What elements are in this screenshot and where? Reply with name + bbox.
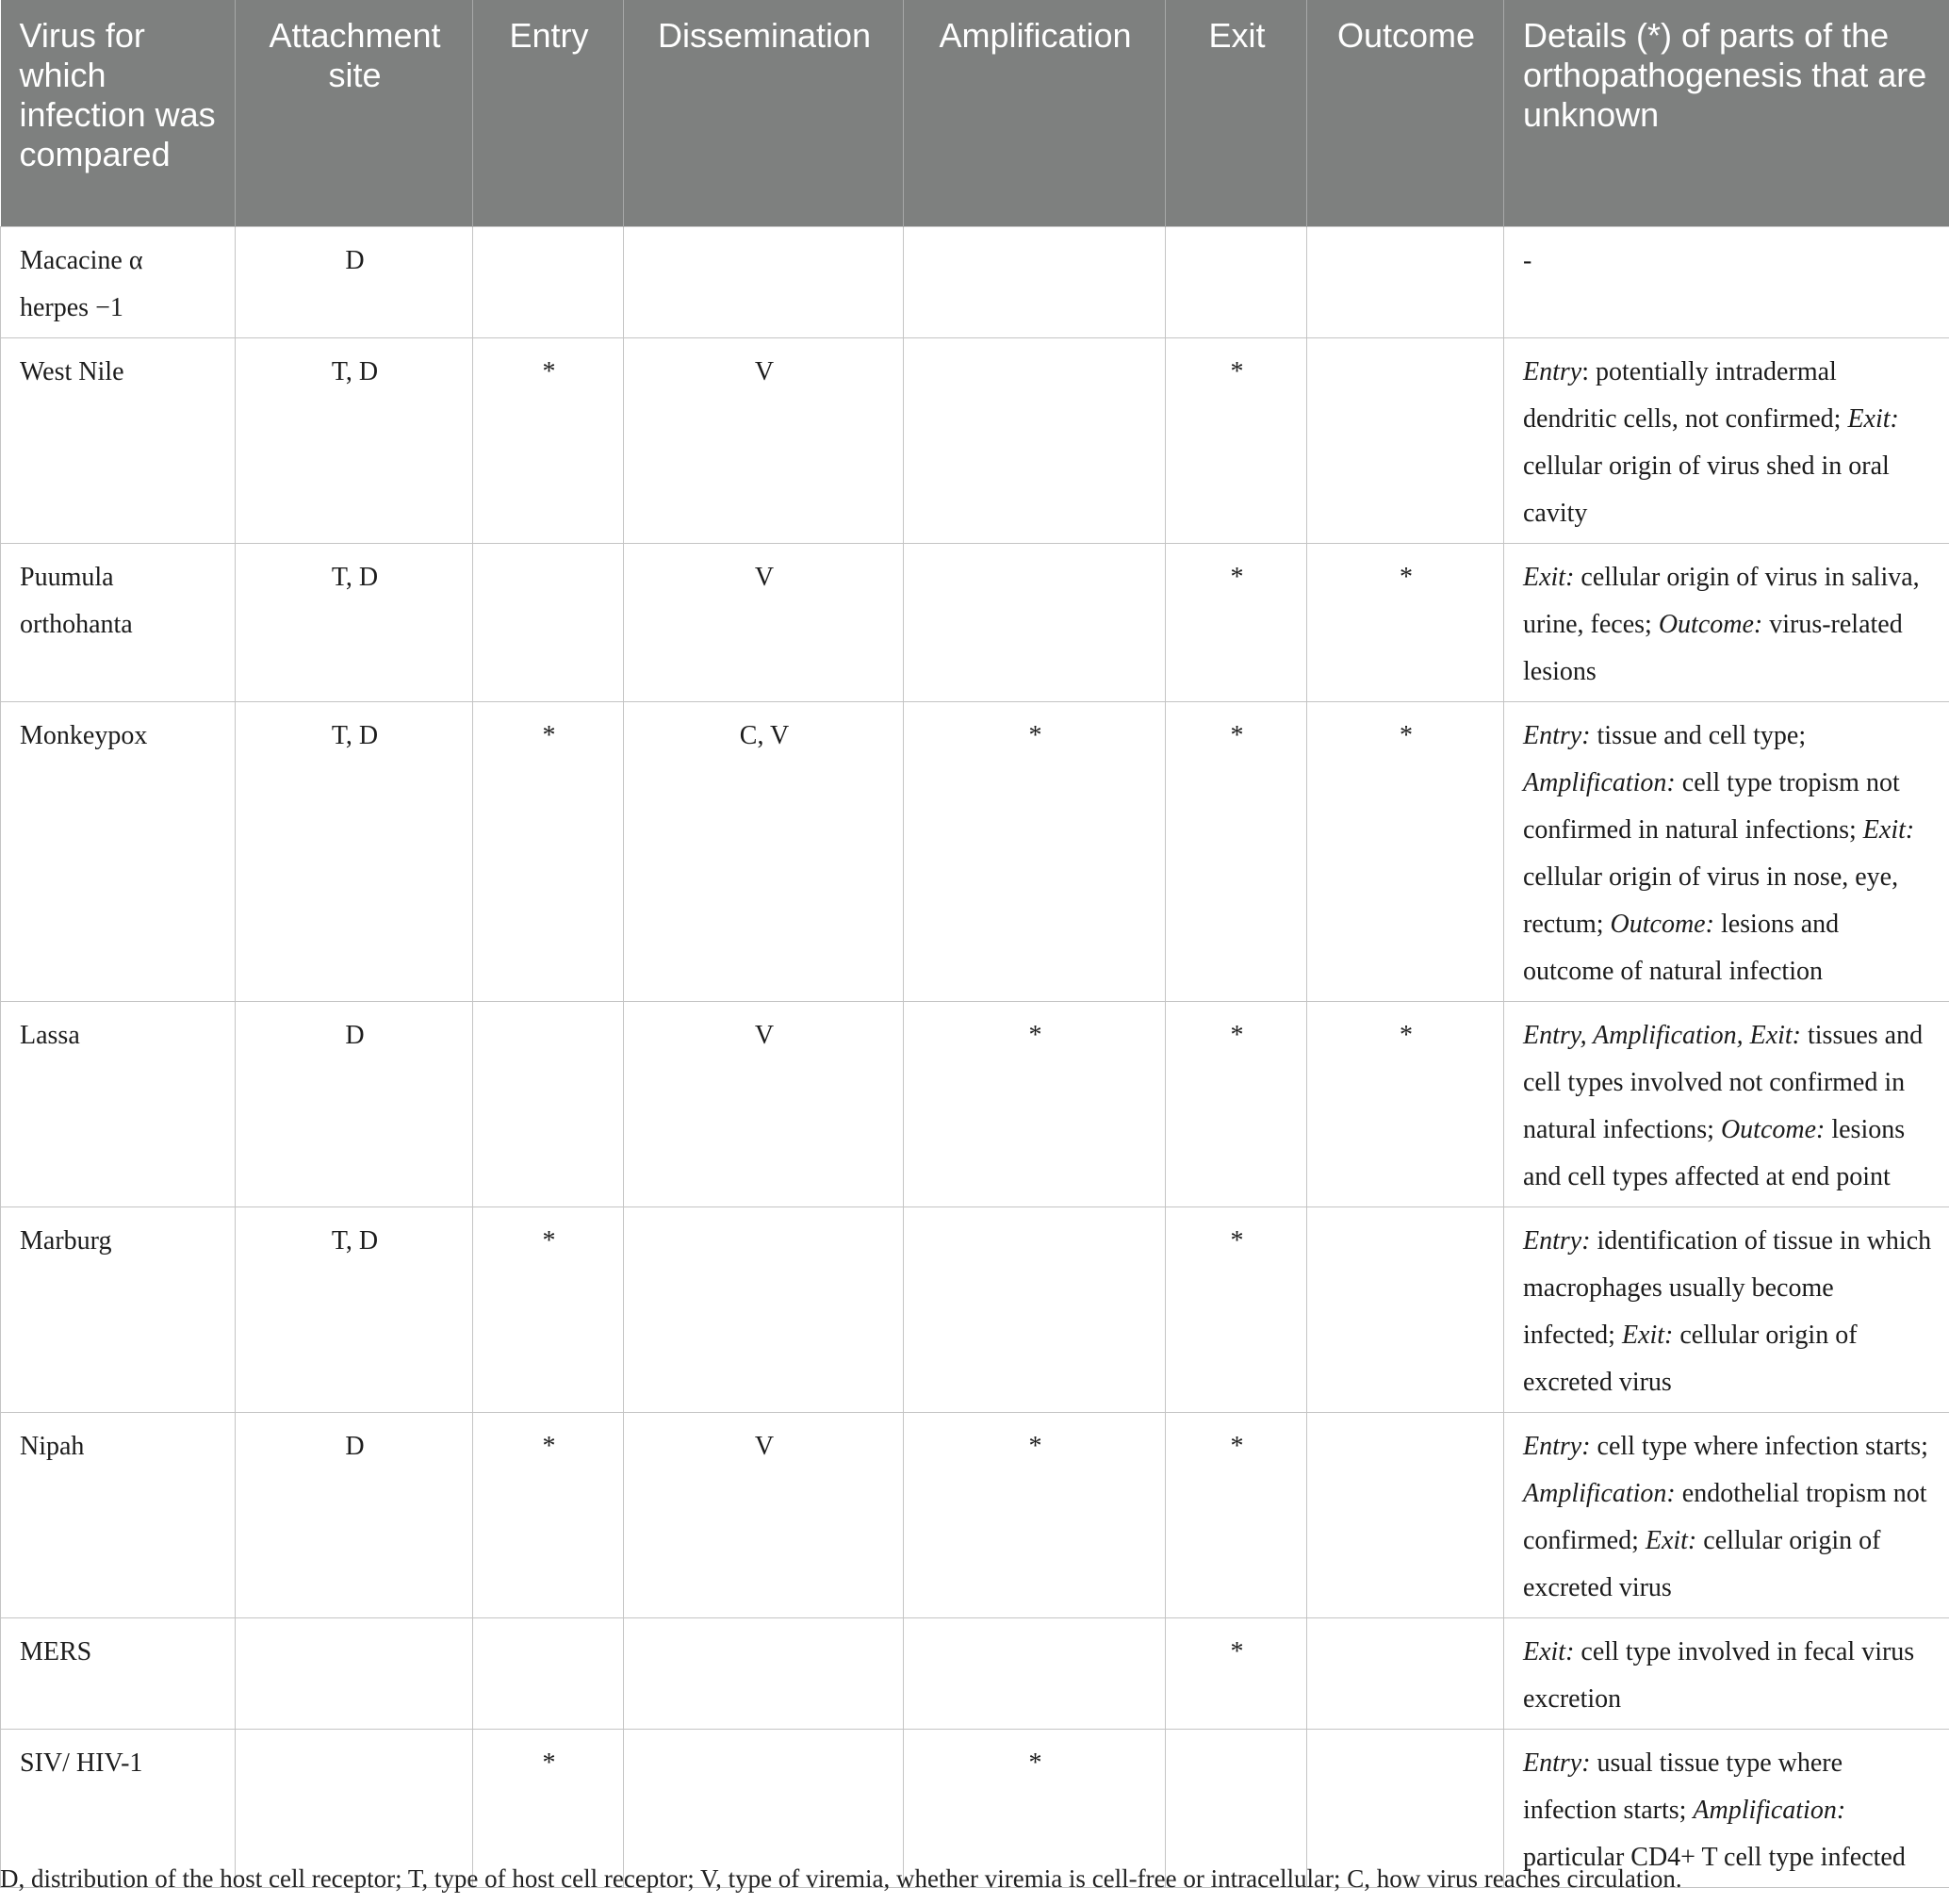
table-row (1, 543, 1949, 701)
details-text: virus-related lesions (1523, 609, 1903, 686)
entry-cell: * (473, 337, 624, 543)
table-row (1, 1617, 1949, 1729)
attachment-site-cell: T, D (236, 1206, 473, 1412)
table-body (1, 226, 1949, 1887)
table-row (1, 1729, 1949, 1887)
details-label: Entry: (1523, 1225, 1591, 1256)
attachment-site-cell: D (236, 1412, 473, 1617)
exit-cell: * (1166, 337, 1307, 543)
exit-cell: * (1166, 1617, 1307, 1729)
header-virus: Virus for which infection was compared (1, 0, 236, 226)
details-text: cellular origin of virus shed in oral cavity (1523, 451, 1890, 528)
details-cell (1504, 1412, 1949, 1617)
details-text: usual tissue type where infection starts; (1523, 1748, 1843, 1825)
amplification-cell (904, 1206, 1166, 1412)
attachment-site-cell: T, D (236, 543, 473, 701)
outcome-cell (1307, 1729, 1504, 1887)
dissemination-cell: V (624, 543, 904, 701)
details-cell (1504, 701, 1949, 1001)
amplification-cell: * (904, 701, 1166, 1001)
outcome-cell (1307, 337, 1504, 543)
details-cell (1504, 1729, 1949, 1887)
dissemination-cell (624, 1206, 904, 1412)
outcome-cell: * (1307, 701, 1504, 1001)
details-label: Outcome: (1658, 609, 1763, 639)
header-attachment-site: Attachment site (236, 0, 473, 226)
header-row (1, 0, 1949, 226)
details-text: cell type involved in fecal virus excretion (1523, 1636, 1915, 1714)
details-label: Entry: (1523, 720, 1591, 750)
table-row (1, 1412, 1949, 1617)
table-row (1, 701, 1949, 1001)
details-text: lesions and outcome of natural infection (1523, 909, 1840, 986)
virus-name-cell: Nipah (1, 1412, 236, 1617)
entry-cell (473, 1617, 624, 1729)
entry-cell: * (473, 1729, 624, 1887)
entry-cell (473, 543, 624, 701)
attachment-site-cell: T, D (236, 337, 473, 543)
details-label: Exit: (1523, 562, 1575, 592)
outcome-cell: * (1307, 543, 1504, 701)
details-text: cellular origin of excreted virus (1523, 1525, 1881, 1602)
details-text: tissue and cell type; (1590, 720, 1807, 750)
attachment-site-cell: D (236, 226, 473, 337)
details-label: Amplification: (1523, 767, 1676, 797)
entry-cell: * (473, 701, 624, 1001)
details-text: cellular origin of virus in nose, eye, rectum; (1523, 862, 1899, 939)
exit-cell: * (1166, 1206, 1307, 1412)
virus-name-cell: Monkeypox (1, 701, 236, 1001)
details-label: Amplification: (1693, 1795, 1846, 1825)
header-entry: Entry (473, 0, 624, 226)
dissemination-cell: V (624, 337, 904, 543)
details-cell (1504, 226, 1949, 337)
details-label: Entry: (1523, 1748, 1591, 1778)
details-label: Entry, Amplification, Exit: (1523, 1020, 1801, 1050)
header-outcome: Outcome (1307, 0, 1504, 226)
details-text: cellular origin of excreted virus (1523, 1320, 1858, 1397)
dissemination-cell: V (624, 1001, 904, 1206)
entry-cell (473, 1001, 624, 1206)
virus-name-cell: Marburg (1, 1206, 236, 1412)
details-text: cell type where infection starts; (1590, 1431, 1928, 1461)
details-text: - (1523, 245, 1532, 275)
details-label: Exit: (1621, 1320, 1674, 1350)
table-row (1, 337, 1949, 543)
details-label: Exit: (1645, 1525, 1697, 1555)
details-label: Outcome: (1610, 909, 1714, 939)
virus-name-cell: SIV/ HIV-1 (1, 1729, 236, 1887)
entry-cell: * (473, 1412, 624, 1617)
exit-cell: * (1166, 543, 1307, 701)
details-cell (1504, 337, 1949, 543)
amplification-cell (904, 543, 1166, 701)
virus-name-cell: Lassa (1, 1001, 236, 1206)
details-cell (1504, 1206, 1949, 1412)
details-label: Exit: (1862, 814, 1915, 845)
exit-cell: * (1166, 1412, 1307, 1617)
dissemination-cell: V (624, 1412, 904, 1617)
dissemination-cell (624, 1729, 904, 1887)
details-cell (1504, 1617, 1949, 1729)
attachment-site-cell: D (236, 1001, 473, 1206)
outcome-cell (1307, 226, 1504, 337)
entry-cell: * (473, 1206, 624, 1412)
details-text: endothelial tropism not confirmed; (1523, 1478, 1927, 1555)
exit-cell: * (1166, 1001, 1307, 1206)
table-row (1, 226, 1949, 337)
outcome-cell (1307, 1206, 1504, 1412)
amplification-cell (904, 226, 1166, 337)
outcome-cell (1307, 1617, 1504, 1729)
header-amplification: Amplification (904, 0, 1166, 226)
details-text: lesions and cell types affected at end point (1523, 1114, 1906, 1191)
exit-cell (1166, 1729, 1307, 1887)
details-text: particular CD4+ T cell type infected (1523, 1842, 1906, 1872)
details-text: tissues and cell types involved not confirmed in natural infections; (1523, 1020, 1924, 1144)
virus-name-cell: West Nile (1, 337, 236, 543)
exit-cell: * (1166, 701, 1307, 1001)
details-text: identification of tissue in which macrophages usually become infected; (1523, 1225, 1932, 1350)
attachment-site-cell (236, 1729, 473, 1887)
details-cell (1504, 543, 1949, 701)
dissemination-cell: C, V (624, 701, 904, 1001)
table-row (1, 1001, 1949, 1206)
exit-cell (1166, 226, 1307, 337)
details-label: Exit: (1523, 1636, 1575, 1666)
details-text: cellular origin of virus in saliva, urine, feces; (1523, 562, 1920, 639)
header-dissemination: Dissemination (624, 0, 904, 226)
details-text: : potentially intradermal dendritic cells, not confirmed; (1523, 356, 1848, 434)
details-cell (1504, 1001, 1949, 1206)
entry-cell (473, 226, 624, 337)
details-label: Amplification: (1523, 1478, 1676, 1508)
dissemination-cell (624, 226, 904, 337)
attachment-site-cell (236, 1617, 473, 1729)
details-label: Outcome: (1720, 1114, 1826, 1144)
details-label: Entry (1523, 356, 1582, 386)
header-details: Details (*) of parts of the orthopathogenesis that are unknown (1504, 0, 1949, 226)
attachment-site-cell: T, D (236, 701, 473, 1001)
table-footnote: D, distribution of the host cell receptor; T, type of host cell receptor; V, type of viremia, whether viremia is cell-free or intracellular; C, how virus reaches circulation. (0, 1864, 1682, 1893)
header-exit: Exit (1166, 0, 1307, 226)
amplification-cell (904, 337, 1166, 543)
amplification-cell: * (904, 1729, 1166, 1887)
details-label: Exit: (1847, 403, 1899, 434)
amplification-cell: * (904, 1001, 1166, 1206)
details-label: Entry: (1523, 1431, 1591, 1461)
virus-name-cell: MERS (1, 1617, 236, 1729)
outcome-cell (1307, 1412, 1504, 1617)
dissemination-cell (624, 1617, 904, 1729)
details-text: cell type tropism not confirmed in natural infections; (1523, 767, 1900, 845)
table-row (1, 1206, 1949, 1412)
outcome-cell: * (1307, 1001, 1504, 1206)
virus-name-cell: Puumula orthohanta (1, 543, 236, 701)
amplification-cell (904, 1617, 1166, 1729)
amplification-cell: * (904, 1412, 1166, 1617)
virus-name-cell: Macacine α herpes −1 (1, 226, 236, 337)
